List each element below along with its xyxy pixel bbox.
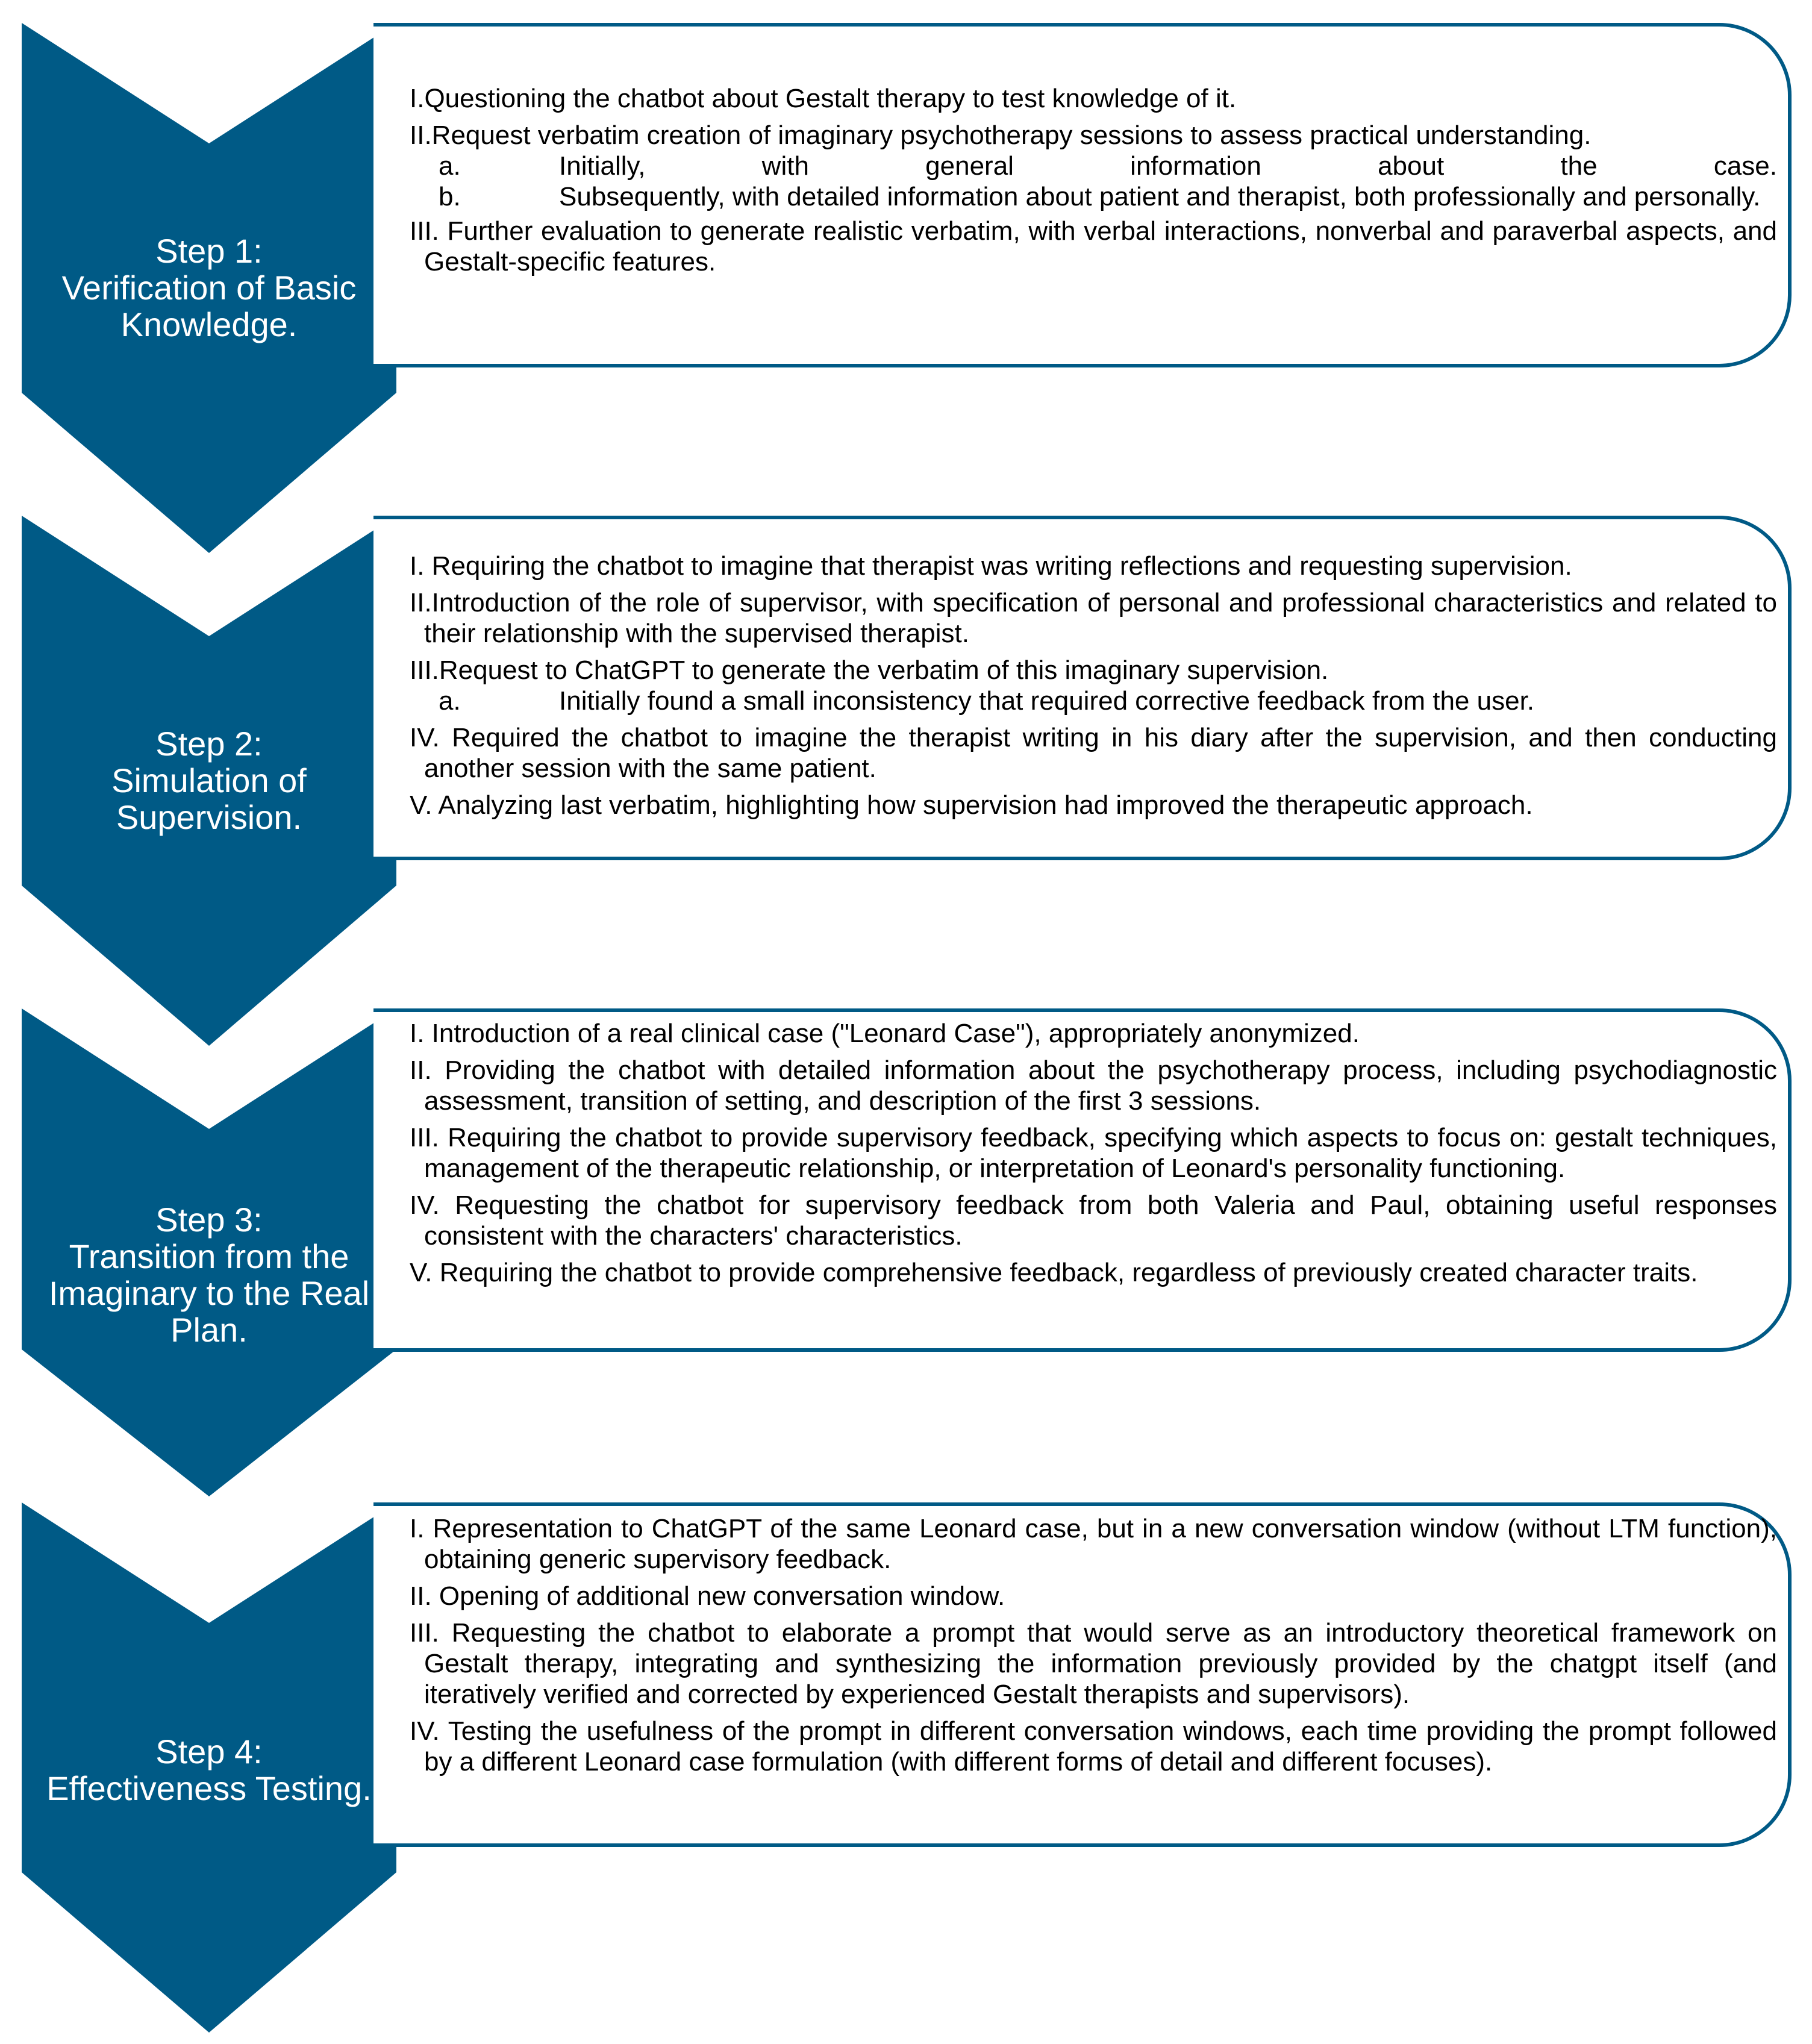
step-2-subitem <box>410 686 1777 716</box>
step-1-subitem <box>410 181 1777 212</box>
step-3-label <box>22 1201 396 1348</box>
step-3-item: III. Requiring the chatbot to provide supervisory feedback, specifying which aspects to focus on: gestalt techniques, management of the therapeutic relationship, or interpretation of Leonard's personality functioning. <box>410 1123 1777 1183</box>
step-1-label-line: Knowledge. <box>120 305 298 343</box>
step-3-label-line: Imaginary to the Real <box>48 1274 370 1312</box>
step-4-item: I. Representation to ChatGPT of the same Leonard case, but in a new conversation window (without LTM function), obtaining generic supervisory feedback. <box>410 1514 1777 1574</box>
subitem-marker: a. <box>439 686 461 716</box>
step-2-item: I. Requiring the chatbot to imagine that therapist was writing reflections and requesting supervision. <box>410 551 1572 581</box>
step-1-label <box>22 233 396 343</box>
step-1-label-line: Step 1: <box>155 232 263 270</box>
step-2-item: II.Introduction of the role of supervisor, with specification of personal and professional characteristics and related to their relationship with the supervised therapist. <box>410 588 1777 648</box>
step-1-label-line: Verification of Basic <box>61 269 357 307</box>
subitem-marker: a. <box>439 151 461 181</box>
step-4-label-line: Step 4: <box>155 1733 263 1771</box>
step-2-item: IV. Required the chatbot to imagine the therapist writing in his diary after the supervision, and then conducting another session with the same patient. <box>410 723 1777 783</box>
step-4-label <box>22 1733 396 1807</box>
step-3-item: II. Providing the chatbot with detailed information about the psychotherapy process, including psychodiagnostic assessment, transition of setting, and description of the first 3 sessions. <box>410 1055 1777 1116</box>
step-4-content <box>410 1513 1777 1783</box>
step-1-subitem <box>410 151 1777 181</box>
subitem-text: Initially found a small inconsistency that required corrective feedback from the user. <box>559 686 1535 716</box>
subitem-text: Subsequently, with detailed information about patient and therapist, both professionally and personally. <box>559 182 1761 211</box>
step-2-label-line: Step 2: <box>155 725 263 763</box>
step-4-item: III. Requesting the chatbot to elaborate a prompt that would serve as an introductory theoretical framework on Gestalt therapy, integrating and synthesizing the information previously provided by the chatgpt itself (and iteratively verified and corrected by experienced Gestalt therapists and supervisors). <box>410 1618 1777 1709</box>
step-3-item: V. Requiring the chatbot to provide comprehensive feedback, regardless of previously created character traits. <box>410 1258 1698 1287</box>
step-1-item: III. Further evaluation to generate realistic verbatim, with verbal interactions, nonverbal and paraverbal aspects, and Gestalt-specific features. <box>410 216 1777 277</box>
step-3-label-line: Plan. <box>170 1311 248 1349</box>
step-4-label-line: Effectiveness Testing. <box>46 1769 372 1807</box>
step-1-content <box>410 83 1777 283</box>
step-4-item: IV. Testing the usefulness of the prompt in different conversation windows, each time providing the prompt followed by a different Leonard case formulation (with different forms of detail and different focuses). <box>410 1716 1777 1777</box>
step-2-label <box>22 725 396 836</box>
step-1-item: I.Questioning the chatbot about Gestalt therapy to test knowledge of it. <box>410 84 1237 113</box>
step-3-content <box>410 1018 1777 1294</box>
step-3-item: IV. Requesting the chatbot for supervisory feedback from both Valeria and Paul, obtaining useful responses consistent with the characters' characteristics. <box>410 1190 1777 1251</box>
subitem-text: Initially, with general information about the case. <box>559 151 1777 181</box>
step-2-item: V. Analyzing last verbatim, highlighting how supervision had improved the therapeutic approach. <box>410 790 1533 820</box>
step-3-item: I. Introduction of a real clinical case ("Leonard Case"), appropriately anonymized. <box>410 1019 1360 1048</box>
step-2-label-line: Simulation of <box>111 761 307 799</box>
step-3-label-line: Transition from the <box>69 1237 349 1275</box>
step-2-item: III.Request to ChatGPT to generate the verbatim of this imaginary supervision. <box>410 655 1329 685</box>
step-1-item: II.Request verbatim creation of imaginary psychotherapy sessions to assess practical understanding. <box>410 120 1592 150</box>
subitem-marker: b. <box>439 182 461 211</box>
step-3-label-line: Step 3: <box>155 1201 263 1239</box>
step-2-label-line: Supervision. <box>116 798 302 836</box>
step-4-item: II. Opening of additional new conversation window. <box>410 1581 1005 1611</box>
step-2-content <box>410 551 1777 827</box>
